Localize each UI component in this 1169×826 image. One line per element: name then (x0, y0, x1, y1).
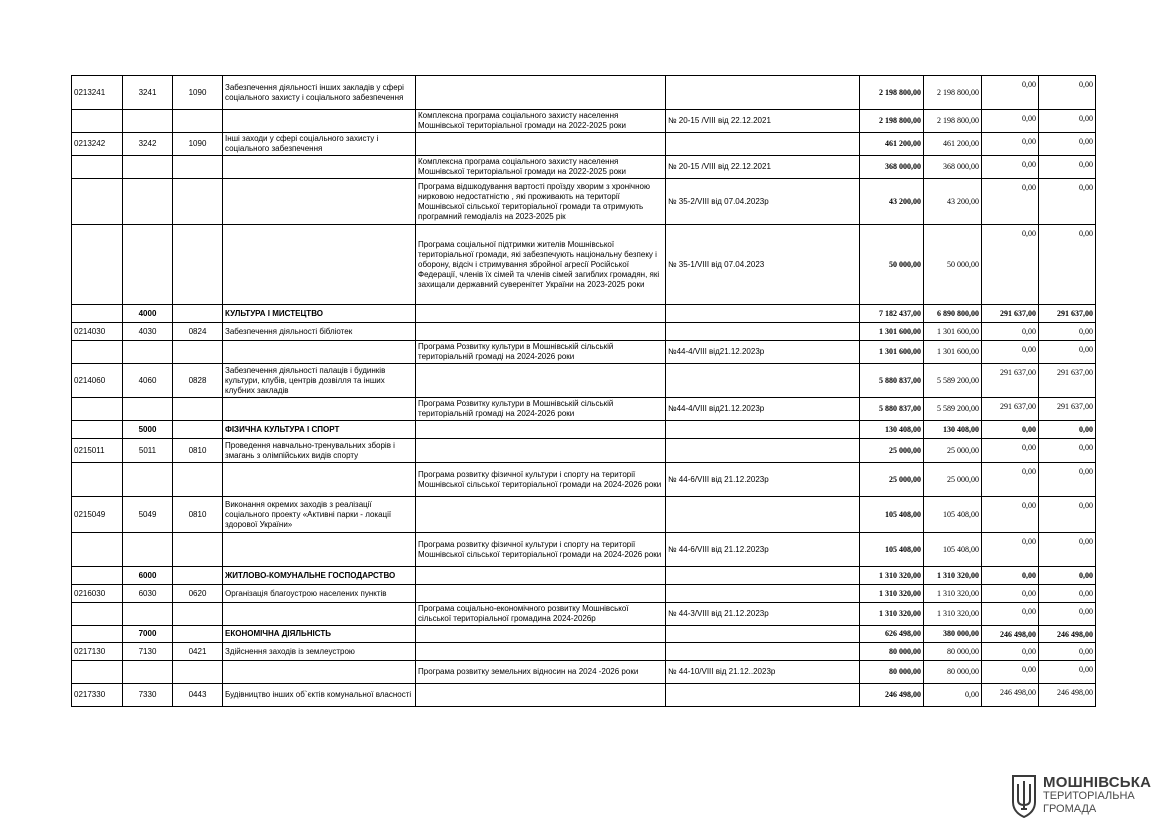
name-cell (223, 156, 416, 179)
development-budget-cell: 0,00 (1039, 76, 1096, 110)
development-budget-cell: 0,00 (1039, 341, 1096, 364)
kfk-cell: 4000 (123, 305, 173, 323)
table-row (72, 585, 1096, 603)
program-cell (416, 133, 666, 156)
name-cell: Забезпечення діяльності інших закладів у сфері соціального захисту і соціального забезпечення (223, 76, 416, 110)
code-cell: 0217330 (72, 684, 123, 707)
code-cell (72, 398, 123, 421)
total-amount-cell: 43 200,00 (860, 179, 924, 225)
special-fund-cell: 0,00 (982, 421, 1039, 439)
total-amount-cell: 105 408,00 (860, 533, 924, 567)
code-cell: 0216030 (72, 585, 123, 603)
kfk-cell (123, 661, 173, 684)
program-row (72, 661, 1096, 684)
program-cell (416, 497, 666, 533)
table-row (72, 684, 1096, 707)
total-amount-cell: 130 408,00 (860, 421, 924, 439)
fk-cell (173, 398, 223, 421)
total-amount-cell: 80 000,00 (860, 643, 924, 661)
fk-cell: 0421 (173, 643, 223, 661)
program-cell: Програма розвитку фізичної культури і спорту на території Мошнівської сільської територіальної громади на 2024-2026 роки (416, 463, 666, 497)
name-cell: ЖИТЛОВО-КОМУНАЛЬНЕ ГОСПОДАРСТВО (223, 567, 416, 585)
program-cell (416, 684, 666, 707)
fk-cell (173, 179, 223, 225)
trident-emblem-icon (1010, 774, 1038, 818)
development-budget-cell: 291 637,00 (1039, 305, 1096, 323)
code-cell (72, 567, 123, 585)
special-fund-cell: 0,00 (982, 567, 1039, 585)
decision-cell (666, 626, 860, 643)
special-fund-cell: 0,00 (982, 603, 1039, 626)
program-cell (416, 585, 666, 603)
table-row (72, 76, 1096, 110)
development-budget-cell: 0,00 (1039, 421, 1096, 439)
special-fund-cell: 0,00 (982, 179, 1039, 225)
table-row (72, 133, 1096, 156)
development-budget-cell: 0,00 (1039, 225, 1096, 305)
general-fund-cell: 461 200,00 (924, 133, 982, 156)
category-row (72, 567, 1096, 585)
code-cell (72, 110, 123, 133)
kfk-cell (123, 533, 173, 567)
special-fund-cell: 0,00 (982, 133, 1039, 156)
program-cell: Програма Розвитку культури в Мошнівській сільській територіальній громаді на 2024-2026 роки (416, 341, 666, 364)
special-fund-cell: 0,00 (982, 661, 1039, 684)
general-fund-cell: 1 310 320,00 (924, 567, 982, 585)
special-fund-cell: 0,00 (982, 439, 1039, 463)
fk-cell: 0810 (173, 497, 223, 533)
name-cell (223, 341, 416, 364)
program-cell (416, 643, 666, 661)
special-fund-cell: 0,00 (982, 323, 1039, 341)
development-budget-cell: 0,00 (1039, 133, 1096, 156)
code-cell: 0215011 (72, 439, 123, 463)
fk-cell (173, 225, 223, 305)
total-amount-cell: 2 198 800,00 (860, 76, 924, 110)
development-budget-cell: 291 637,00 (1039, 398, 1096, 421)
fk-cell (173, 156, 223, 179)
kfk-cell: 4030 (123, 323, 173, 341)
code-cell (72, 626, 123, 643)
special-fund-cell: 0,00 (982, 643, 1039, 661)
general-fund-cell: 43 200,00 (924, 179, 982, 225)
table-row (72, 364, 1096, 398)
program-cell: Комплексна програма соціального захисту населення Мошнівської територіальної громади на 2022-2025 роки (416, 110, 666, 133)
fk-cell (173, 305, 223, 323)
program-row (72, 341, 1096, 364)
total-amount-cell: 626 498,00 (860, 626, 924, 643)
development-budget-cell: 0,00 (1039, 463, 1096, 497)
name-cell (223, 603, 416, 626)
program-row (72, 156, 1096, 179)
kfk-cell (123, 179, 173, 225)
name-cell (223, 110, 416, 133)
special-fund-cell: 0,00 (982, 463, 1039, 497)
total-amount-cell: 461 200,00 (860, 133, 924, 156)
decision-cell (666, 643, 860, 661)
program-cell (416, 421, 666, 439)
development-budget-cell: 0,00 (1039, 156, 1096, 179)
program-cell (416, 323, 666, 341)
kfk-cell (123, 463, 173, 497)
table-row (72, 497, 1096, 533)
general-fund-cell: 80 000,00 (924, 643, 982, 661)
kfk-cell: 3241 (123, 76, 173, 110)
special-fund-cell: 291 637,00 (982, 398, 1039, 421)
total-amount-cell: 1 310 320,00 (860, 603, 924, 626)
decision-cell (666, 497, 860, 533)
fk-cell: 0443 (173, 684, 223, 707)
program-cell: Комплексна програма соціального захисту населення Мошнівської територіальної громади на 2022-2025 роки (416, 156, 666, 179)
general-fund-cell: 25 000,00 (924, 463, 982, 497)
name-cell (223, 398, 416, 421)
program-cell: Програма Розвитку культури в Мошнівській сільській територіальній громаді на 2024-2026 роки (416, 398, 666, 421)
hromada-logo (1010, 774, 1160, 820)
kfk-cell: 7330 (123, 684, 173, 707)
decision-cell: № 35-1/VIII від 07.04.2023 (666, 225, 860, 305)
total-amount-cell: 1 301 600,00 (860, 341, 924, 364)
name-cell (223, 179, 416, 225)
decision-cell (666, 133, 860, 156)
name-cell: Забезпечення діяльності палаців і будинків культури, клубів, центрів дозвілля та інших клубних закладів (223, 364, 416, 398)
total-amount-cell: 246 498,00 (860, 684, 924, 707)
general-fund-cell: 105 408,00 (924, 497, 982, 533)
category-row (72, 421, 1096, 439)
decision-cell (666, 585, 860, 603)
fk-cell: 0810 (173, 439, 223, 463)
code-cell: 0217130 (72, 643, 123, 661)
decision-cell (666, 305, 860, 323)
program-row (72, 110, 1096, 133)
name-cell: Організація благоустрою населених пунктів (223, 585, 416, 603)
fk-cell (173, 626, 223, 643)
kfk-cell (123, 398, 173, 421)
budget-programs-table (71, 75, 1096, 707)
program-cell: Програма розвитку фізичної культури і спорту на території Мошнівської сільської територіальної громади на 2024-2026 роки (416, 533, 666, 567)
fk-cell (173, 341, 223, 364)
general-fund-cell: 380 000,00 (924, 626, 982, 643)
special-fund-cell: 0,00 (982, 497, 1039, 533)
program-cell: Програма відшкодування вартості проїзду хворим з хронічною нирковою недостатністю , які проживають на території Мошнівської сільської територіальної громади та отримують програмний гемодіаліз на 2023-2025 рік (416, 179, 666, 225)
kfk-cell: 7000 (123, 626, 173, 643)
kfk-cell: 5000 (123, 421, 173, 439)
development-budget-cell: 291 637,00 (1039, 364, 1096, 398)
special-fund-cell: 0,00 (982, 110, 1039, 133)
code-cell (72, 603, 123, 626)
category-row (72, 626, 1096, 643)
name-cell: ФІЗИЧНА КУЛЬТУРА І СПОРТ (223, 421, 416, 439)
general-fund-cell: 25 000,00 (924, 439, 982, 463)
name-cell: Будівництво інших об`єктів комунальної власності (223, 684, 416, 707)
kfk-cell: 7130 (123, 643, 173, 661)
name-cell (223, 533, 416, 567)
decision-cell: № 44-6/VIII від 21.12.2023р (666, 463, 860, 497)
table-row (72, 439, 1096, 463)
general-fund-cell: 1 310 320,00 (924, 585, 982, 603)
code-cell: 0214030 (72, 323, 123, 341)
kfk-cell: 4060 (123, 364, 173, 398)
development-budget-cell: 0,00 (1039, 179, 1096, 225)
special-fund-cell: 291 637,00 (982, 364, 1039, 398)
general-fund-cell: 130 408,00 (924, 421, 982, 439)
decision-cell (666, 439, 860, 463)
decision-cell (666, 323, 860, 341)
decision-cell (666, 567, 860, 585)
decision-cell: №44-4/VIII від21.12.2023р (666, 341, 860, 364)
name-cell: Інші заходи у сфері соціального захисту і соціального забезпечення (223, 133, 416, 156)
decision-cell: № 44-6/VIII від 21.12.2023р (666, 533, 860, 567)
program-cell: Програма соціальної підтримки жителів Мошнівської територіальної громади, які забезпечують національну безпеку і оборону, відсіч і стримування збройної агресії Російської Федерації, членів їх сімей та членів сімей загиблих громадян, які захищали державний суверенітет України на 2023-2025 роки (416, 225, 666, 305)
total-amount-cell: 25 000,00 (860, 439, 924, 463)
logo-subtitle: ТЕРИТОРІАЛЬНА (1043, 790, 1135, 802)
code-cell (72, 225, 123, 305)
logo-subtitle-2: ГРОМАДА (1043, 803, 1097, 815)
development-budget-cell: 0,00 (1039, 567, 1096, 585)
code-cell (72, 463, 123, 497)
program-cell (416, 364, 666, 398)
decision-cell (666, 364, 860, 398)
fk-cell: 1090 (173, 133, 223, 156)
category-row (72, 305, 1096, 323)
kfk-cell: 3242 (123, 133, 173, 156)
general-fund-cell: 80 000,00 (924, 661, 982, 684)
decision-cell: № 20-15 /VIII від 22.12.2021 (666, 110, 860, 133)
special-fund-cell: 0,00 (982, 585, 1039, 603)
fk-cell: 0620 (173, 585, 223, 603)
code-cell (72, 661, 123, 684)
fk-cell: 0828 (173, 364, 223, 398)
name-cell: Виконання окремих заходів з реалізації соціального проекту «Активні парки - локації здорової України» (223, 497, 416, 533)
general-fund-cell: 5 589 200,00 (924, 398, 982, 421)
kfk-cell (123, 225, 173, 305)
code-cell (72, 305, 123, 323)
code-cell: 0213241 (72, 76, 123, 110)
decision-cell: № 44-3/VIII від 21.12.2023р (666, 603, 860, 626)
code-cell (72, 421, 123, 439)
general-fund-cell: 1 310 320,00 (924, 603, 982, 626)
total-amount-cell: 1 301 600,00 (860, 323, 924, 341)
code-cell (72, 179, 123, 225)
name-cell: КУЛЬТУРА І МИСТЕЦТВО (223, 305, 416, 323)
special-fund-cell: 0,00 (982, 76, 1039, 110)
code-cell: 0215049 (72, 497, 123, 533)
development-budget-cell: 0,00 (1039, 585, 1096, 603)
decision-cell: № 35-2/VIII від 07.04.2023р (666, 179, 860, 225)
development-budget-cell: 0,00 (1039, 439, 1096, 463)
program-cell (416, 439, 666, 463)
general-fund-cell: 2 198 800,00 (924, 110, 982, 133)
total-amount-cell: 5 880 837,00 (860, 398, 924, 421)
development-budget-cell: 0,00 (1039, 643, 1096, 661)
name-cell: Здійснення заходів із землеустрою (223, 643, 416, 661)
code-cell (72, 341, 123, 364)
special-fund-cell: 0,00 (982, 341, 1039, 364)
fk-cell (173, 567, 223, 585)
total-amount-cell: 105 408,00 (860, 497, 924, 533)
general-fund-cell: 5 589 200,00 (924, 364, 982, 398)
decision-cell: №44-4/VIII від21.12.2023р (666, 398, 860, 421)
special-fund-cell: 291 637,00 (982, 305, 1039, 323)
table-row (72, 643, 1096, 661)
total-amount-cell: 25 000,00 (860, 463, 924, 497)
kfk-cell: 5049 (123, 497, 173, 533)
kfk-cell: 6030 (123, 585, 173, 603)
program-cell (416, 76, 666, 110)
general-fund-cell: 105 408,00 (924, 533, 982, 567)
code-cell: 0214060 (72, 364, 123, 398)
development-budget-cell: 0,00 (1039, 110, 1096, 133)
fk-cell (173, 661, 223, 684)
fk-cell: 1090 (173, 76, 223, 110)
kfk-cell (123, 110, 173, 133)
name-cell (223, 463, 416, 497)
program-cell: Програма розвитку земельних відносин на 2024 -2026 роки (416, 661, 666, 684)
kfk-cell: 6000 (123, 567, 173, 585)
development-budget-cell: 0,00 (1039, 661, 1096, 684)
kfk-cell (123, 156, 173, 179)
name-cell: Забезпечення діяльності бібліотек (223, 323, 416, 341)
code-cell (72, 533, 123, 567)
kfk-cell (123, 341, 173, 364)
general-fund-cell: 0,00 (924, 684, 982, 707)
kfk-cell: 5011 (123, 439, 173, 463)
fk-cell (173, 603, 223, 626)
special-fund-cell: 0,00 (982, 225, 1039, 305)
special-fund-cell: 246 498,00 (982, 684, 1039, 707)
development-budget-cell: 246 498,00 (1039, 626, 1096, 643)
code-cell (72, 156, 123, 179)
program-cell (416, 305, 666, 323)
general-fund-cell: 1 301 600,00 (924, 323, 982, 341)
development-budget-cell: 246 498,00 (1039, 684, 1096, 707)
fk-cell (173, 533, 223, 567)
general-fund-cell: 50 000,00 (924, 225, 982, 305)
total-amount-cell: 50 000,00 (860, 225, 924, 305)
program-row (72, 398, 1096, 421)
program-row (72, 463, 1096, 497)
decision-cell (666, 684, 860, 707)
fk-cell (173, 110, 223, 133)
general-fund-cell: 6 890 800,00 (924, 305, 982, 323)
total-amount-cell: 368 000,00 (860, 156, 924, 179)
development-budget-cell: 0,00 (1039, 323, 1096, 341)
special-fund-cell: 0,00 (982, 156, 1039, 179)
general-fund-cell: 368 000,00 (924, 156, 982, 179)
program-cell: Програма соціально-економічного розвитку Мошнівської сільської територіальної громадина 2024-2026р (416, 603, 666, 626)
development-budget-cell: 0,00 (1039, 497, 1096, 533)
total-amount-cell: 1 310 320,00 (860, 567, 924, 585)
kfk-cell (123, 603, 173, 626)
logo-title: МОШНІВСЬКА (1043, 774, 1152, 791)
fk-cell: 0824 (173, 323, 223, 341)
name-cell: ЕКОНОМІЧНА ДІЯЛЬНІСТЬ (223, 626, 416, 643)
total-amount-cell: 2 198 800,00 (860, 110, 924, 133)
special-fund-cell: 0,00 (982, 533, 1039, 567)
code-cell: 0213242 (72, 133, 123, 156)
program-cell (416, 567, 666, 585)
program-row (72, 225, 1096, 305)
special-fund-cell: 246 498,00 (982, 626, 1039, 643)
total-amount-cell: 7 182 437,00 (860, 305, 924, 323)
fk-cell (173, 421, 223, 439)
name-cell (223, 225, 416, 305)
general-fund-cell: 1 301 600,00 (924, 341, 982, 364)
name-cell (223, 661, 416, 684)
decision-cell: № 44-10/VIII від 21.12..2023р (666, 661, 860, 684)
name-cell: Проведення навчально-тренувальних зборів і змагань з олімпійських видів спорту (223, 439, 416, 463)
total-amount-cell: 80 000,00 (860, 661, 924, 684)
general-fund-cell: 2 198 800,00 (924, 76, 982, 110)
program-row (72, 533, 1096, 567)
decision-cell (666, 421, 860, 439)
table-row (72, 323, 1096, 341)
fk-cell (173, 463, 223, 497)
decision-cell (666, 76, 860, 110)
development-budget-cell: 0,00 (1039, 533, 1096, 567)
program-cell (416, 626, 666, 643)
program-row (72, 603, 1096, 626)
decision-cell: № 20-15 /VIII від 22.12.2021 (666, 156, 860, 179)
total-amount-cell: 1 310 320,00 (860, 585, 924, 603)
development-budget-cell: 0,00 (1039, 603, 1096, 626)
program-row (72, 179, 1096, 225)
total-amount-cell: 5 880 837,00 (860, 364, 924, 398)
